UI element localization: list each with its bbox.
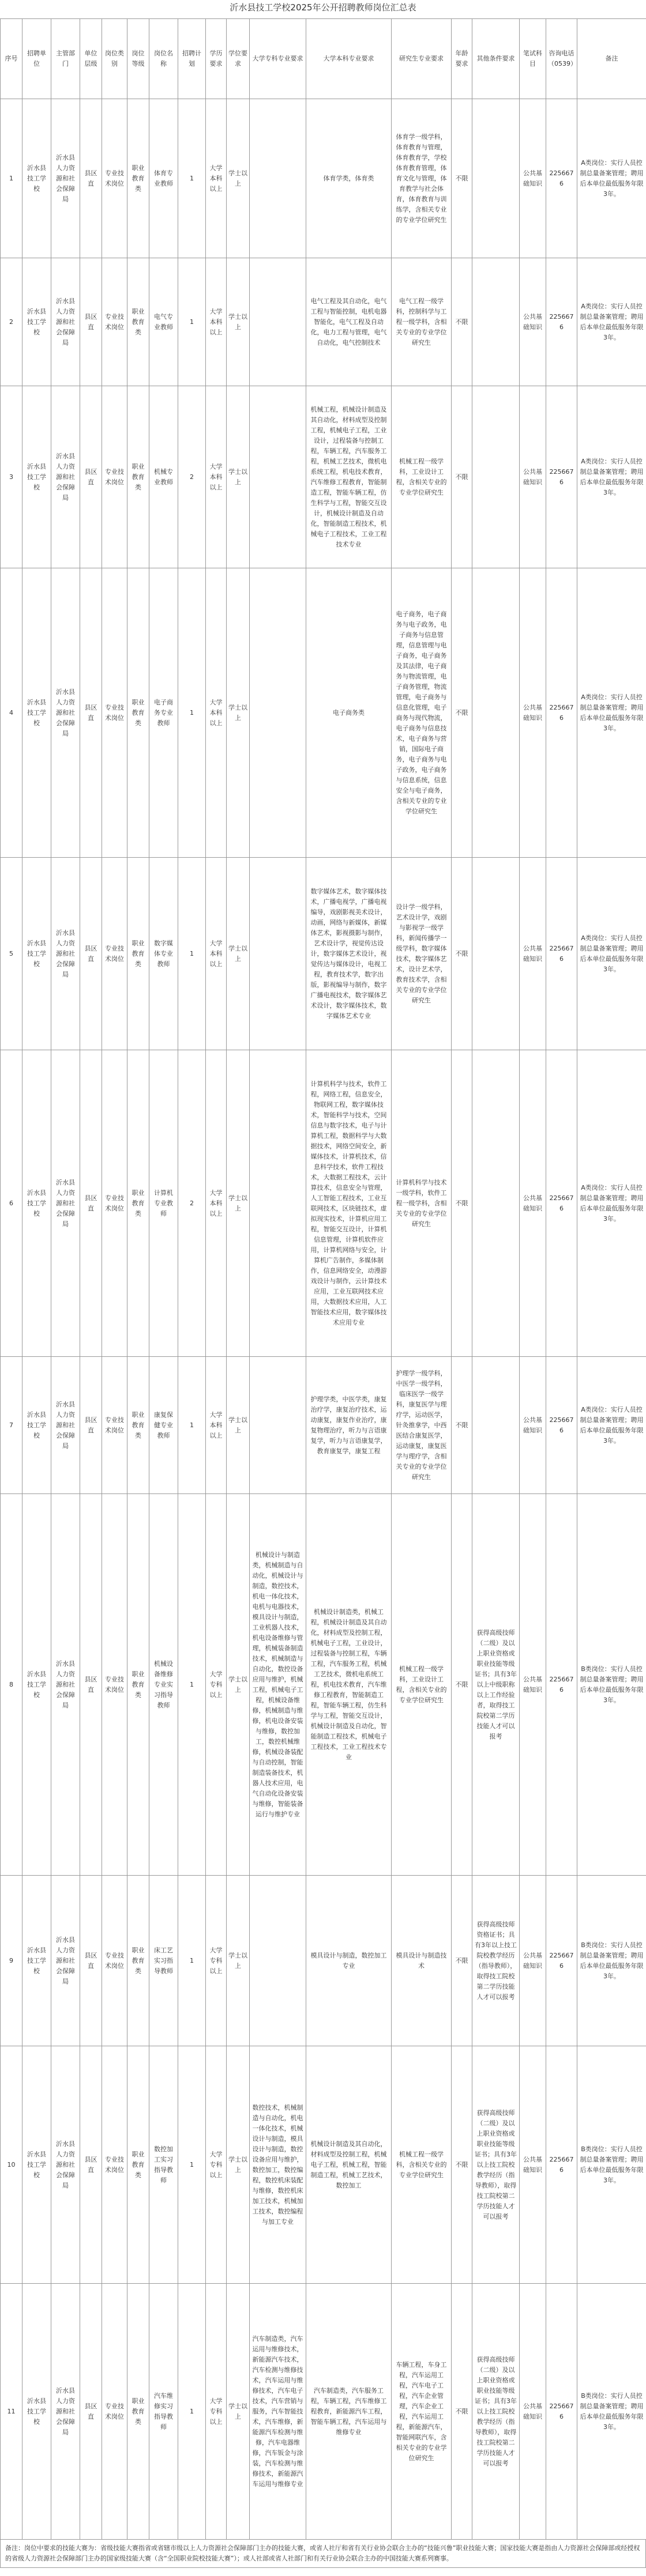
cell-memo: A类岗位：实行人员控制总量备案管理；聘用后本单位最低服务年限3年。: [577, 386, 646, 568]
cell-memo: B类岗位：实行人员控制总量备案管理；聘用后本单位最低服务年限3年。: [577, 1494, 646, 1876]
cell-job: 汽车维修实习指导教师: [149, 2284, 178, 2540]
cell-zk: [250, 386, 306, 568]
cell-memo: B类岗位：实行人员控制总量备案管理；聘用后本单位最低服务年限3年。: [577, 2284, 646, 2540]
cell-dept: 沂水县人力资源和社会保障局: [51, 1876, 80, 2046]
cell-no: 11: [1, 2284, 22, 2540]
cell-age: 不限: [452, 2284, 472, 2540]
cell-zk: [250, 258, 306, 386]
cell-no: 9: [1, 1876, 22, 2046]
header-cell: 学位要求: [227, 19, 250, 99]
cell-zk: [250, 858, 306, 1050]
cell-exam: 公共基础知识: [520, 1050, 546, 1357]
cell-level: 县区直: [80, 568, 102, 858]
cell-bk: 计算机科学与技术，软件工程，网络工程，信息安全，物联网工程，数字媒体技术，智能科学与技术，空间信息与数字技术，电子与计算机工程，数据科学与大数据技术，网络空间安全，新媒体技术，计算机技术，信息科学技术，软件工程技术，大数据工程技术，云计算技术，信息安全与管理，人工智能工程技术，工业互联网技术，区块链技术，虚拟现实技术，计算机应用工程，智能交互设计，计算机信息管理，计算机软件应用，计算机网络与安全，计算机广告制作，多媒体制作，信息网络安全，动漫游戏设计与制作，云计算技术应用，工业互联网技术应用，大数据技术应用，人工智能技术应用，数字媒体技术应用专业: [306, 1050, 392, 1357]
cell-unit: 沂水县技工学校: [22, 1357, 51, 1494]
cell-yjs: 体育学一级学科，体育教育与管理，体育教育学，学校体育教育管理，体育文化与管理，体育教学与社会体育，体育教育与训练学，含相关专业的专业学位研究生: [392, 99, 452, 258]
cell-yjs: 模具设计与制造技术: [392, 1876, 452, 2046]
cell-tel: 2256676: [546, 258, 577, 386]
cell-other: 获得高级技师资格证书；具有3年以上技工院校教学经历（指导教师），取得技工院校第二学历技能人才可以报考: [472, 1876, 520, 2046]
cell-num: 1: [178, 99, 206, 258]
cell-age: 不限: [452, 258, 472, 386]
cell-deg: 学士以上: [227, 1876, 250, 2046]
cell-job: 电子商务专业教师: [149, 568, 178, 858]
cell-level: 县区直: [80, 386, 102, 568]
footnote: 备注：岗位中要求的技能大赛为：省级技能大赛指省或省辖市级以上人力资源社会保障部门主办的技能大赛，或省人社厅和省有关行业协会联合主办的“技能兴鲁”职业技能大赛；国家技能大赛是指由人力资源社会保障部或经授权的省级人力资源社会保障部门主办的国家级技能大赛（含“全国职业院校技能大赛”）；或人社部或省人社部门和有关行业协会联合主办的中国技能大赛系列赛事。: [0, 2540, 646, 2568]
cell-deg: 学士以上: [227, 858, 250, 1050]
cell-other: [472, 568, 520, 858]
cell-tel: 2256676: [546, 568, 577, 858]
cell-age: 不限: [452, 858, 472, 1050]
cell-cat: 专业技术岗位: [102, 386, 127, 568]
cell-num: 1: [178, 1876, 206, 2046]
cell-level: 县区直: [80, 2046, 102, 2284]
cell-job: 康复保健专业教师: [149, 1357, 178, 1494]
cell-yjs: 机械工程一级学科，含相关专业的专业学位研究生: [392, 2046, 452, 2284]
cell-num: 1: [178, 258, 206, 386]
cell-cat: 专业技术岗位: [102, 1494, 127, 1876]
table-row: [1, 386, 646, 568]
cell-cat: 专业技术岗位: [102, 258, 127, 386]
header-cell: 大学专科专业要求: [250, 19, 306, 99]
cell-edu: 大学本科以上: [206, 99, 227, 258]
header-cell: 岗位名称: [149, 19, 178, 99]
cell-level: 县区直: [80, 2284, 102, 2540]
cell-num: 1: [178, 1494, 206, 1876]
cell-no: 1: [1, 99, 22, 258]
cell-cat: 专业技术岗位: [102, 1050, 127, 1357]
cell-post: 职业教育类: [127, 1494, 149, 1876]
cell-deg: 学士以上: [227, 568, 250, 858]
cell-level: 县区直: [80, 1357, 102, 1494]
cell-exam: 公共基础知识: [520, 1494, 546, 1876]
cell-edu: 大学本科以上: [206, 1357, 227, 1494]
cell-job: 机械专业教师: [149, 386, 178, 568]
cell-post: 职业教育类: [127, 386, 149, 568]
cell-tel: 2256676: [546, 1050, 577, 1357]
cell-dept: 沂水县人力资源和社会保障局: [51, 2046, 80, 2284]
cell-zk: [250, 568, 306, 858]
cell-unit: 沂水县技工学校: [22, 258, 51, 386]
cell-no: 10: [1, 2046, 22, 2284]
cell-bk: 机械设计制造及其自动化，材料成型及控制工程，机械电子工程，机械工程，智能制造工程，机械工艺技术，数控加工: [306, 2046, 392, 2284]
cell-edu: 大学本科以上: [206, 1050, 227, 1357]
cell-bk: 机械设计制造类，机械工程，机械设计制造及其自动化，材料成型及控制工程，机械电子工程，工业设计，过程装备与控制工程，车辆工程，汽车服务工程，机械工艺技术，微机电系统工程，机电技术教育，汽车维修工程教育，智能制造工程，智能车辆工程，仿生科学与工程，智能交互设计，机械设计制造及自动化，智能制造工程技术，机械电子工程技术，工业工程技术专业: [306, 1494, 392, 1876]
cell-age: 不限: [452, 1494, 472, 1876]
cell-exam: 公共基础知识: [520, 568, 546, 858]
cell-dept: 沂水县人力资源和社会保障局: [51, 386, 80, 568]
cell-zk: 汽车制造类，汽车运用与维修技术，新能源汽车技术，汽车检测与维修技术，汽车运用与维修技术，汽车电子技术，汽车营销与服务，汽车智能技术，汽车维修，新能源汽车检测与维修，汽车电器维修，汽车钣金与涂装，汽车检测与维修技术，新能源汽车运用与维修专业: [250, 2284, 306, 2540]
cell-deg: 学士以上: [227, 99, 250, 258]
cell-unit: 沂水县技工学校: [22, 2284, 51, 2540]
cell-zk: 机械设计与制造类，机械制造与自动化，机械设计与制造，数控技术，机电一体化技术，电机与电器技术，模具设计与制造，工业机器人技术，机电设备维修与管理，机械装备制造技术，机械制造与自动化，数控设备应用与维护，机械工程，机械电子工程，机械设备维修，机械制造与维修，机电设备安装与维修，数控加工，数控机械维修，机械设备装配与自动控制，智能制造装备技术，机器人技术应用，电气自动化设备安装与维修，智能装备运行与维护专业: [250, 1494, 306, 1876]
header-cell: 招聘单位: [22, 19, 51, 99]
table-body: [1, 99, 646, 2540]
cell-deg: 学士以上: [227, 1050, 250, 1357]
cell-yjs: 电气工程一级学科，控制科学与工程一级学科，含相关专业的专业学位研究生: [392, 258, 452, 386]
table-row: [1, 1876, 646, 2046]
cell-bk: 体育学类，体育类: [306, 99, 392, 258]
header-cell: 招聘计划: [178, 19, 206, 99]
cell-unit: 沂水县技工学校: [22, 386, 51, 568]
cell-num: 1: [178, 858, 206, 1050]
cell-unit: 沂水县技工学校: [22, 2046, 51, 2284]
cell-post: 职业教育类: [127, 1357, 149, 1494]
cell-bk: 护理学类，中医学类，康复治疗学，康复治疗技术，运动康复，康复作业治疗，康复物理治疗，听力与言语康复学，听力与言语康复学，教育康复学，康复工程: [306, 1357, 392, 1494]
cell-tel: 2256676: [546, 1876, 577, 2046]
cell-cat: 专业技术岗位: [102, 2284, 127, 2540]
cell-exam: 公共基础知识: [520, 1357, 546, 1494]
cell-unit: 沂水县技工学校: [22, 858, 51, 1050]
cell-dept: 沂水县人力资源和社会保障局: [51, 2284, 80, 2540]
cell-num: 1: [178, 1357, 206, 1494]
cell-job: 计算机专业教师: [149, 1050, 178, 1357]
cell-memo: B类岗位：实行人员控制总量备案管理；聘用后本单位最低服务年限3年。: [577, 2046, 646, 2284]
cell-job: 电气专业教师: [149, 258, 178, 386]
cell-age: 不限: [452, 99, 472, 258]
cell-deg: 学士以上: [227, 2046, 250, 2284]
cell-post: 职业教育类: [127, 99, 149, 258]
cell-bk: 模具设计与制造，数控加工专业: [306, 1876, 392, 2046]
header-cell: 年龄要求: [452, 19, 472, 99]
cell-yjs: 设计学一级学科，艺术设计学，戏剧与影视学一级学科，新闻传播学一级学科，数字媒体技术，数字媒体艺术，设计艺术学，教育技术学，含相关专业的专业学位研究生: [392, 858, 452, 1050]
cell-tel: 2256676: [546, 386, 577, 568]
cell-memo: B类岗位：实行人员控制总量备案管理；聘用后本单位最低服务年限3年。: [577, 1876, 646, 2046]
cell-level: 县区直: [80, 1050, 102, 1357]
cell-job: 床工艺实习指导教师: [149, 1876, 178, 2046]
cell-edu: 大学本科以上: [206, 858, 227, 1050]
cell-cat: 专业技术岗位: [102, 858, 127, 1050]
cell-unit: 沂水县技工学校: [22, 568, 51, 858]
cell-dept: 沂水县人力资源和社会保障局: [51, 1357, 80, 1494]
cell-dept: 沂水县人力资源和社会保障局: [51, 858, 80, 1050]
cell-tel: 2256676: [546, 2284, 577, 2540]
cell-no: 5: [1, 858, 22, 1050]
cell-memo: A类岗位：实行人员控制总量备案管理；聘用后本单位最低服务年限3年。: [577, 1357, 646, 1494]
cell-deg: 学士以上: [227, 1494, 250, 1876]
cell-no: 3: [1, 386, 22, 568]
cell-other: 获得高级技师（二级）及以上职业资格或职业技能等级证书；具有3年以上技工院校教学经历（指导教师），取得技工院校第二学历技能人才可以报考: [472, 2284, 520, 2540]
cell-memo: A类岗位：实行人员控制总量备案管理；聘用后本单位最低服务年限3年。: [577, 99, 646, 258]
cell-no: 8: [1, 1494, 22, 1876]
header-cell: 研究生专业要求: [392, 19, 452, 99]
cell-other: [472, 258, 520, 386]
cell-yjs: 机械工程一级学科，工业设计工程，含相关专业的专业学位研究生: [392, 1494, 452, 1876]
table-header-row: [1, 19, 646, 99]
cell-dept: 沂水县人力资源和社会保障局: [51, 568, 80, 858]
table-row: [1, 858, 646, 1050]
cell-deg: 学士以上: [227, 386, 250, 568]
header-cell: 笔试科目: [520, 19, 546, 99]
cell-bk: 机械工程，机械设计制造及其自动化，材料成型及控制工程，机械电子工程，工业设计，过程装备与控制工程，车辆工程，汽车服务工程，机械工艺技术，微机电系统工程，机电技术教育，汽车维修工程教育，智能制造工程，智能车辆工程，仿生科学与工程，智能交互设计，机械设计制造及自动化，智能制造工程技术，机械电子工程技术，工业工程技术专业: [306, 386, 392, 568]
cell-edu: 大学本科以上: [206, 258, 227, 386]
header-cell: 主管部门: [51, 19, 80, 99]
cell-age: 不限: [452, 2046, 472, 2284]
cell-level: 县区直: [80, 858, 102, 1050]
cell-deg: 学士以上: [227, 258, 250, 386]
cell-tel: 2256676: [546, 858, 577, 1050]
cell-other: 获得高级技师（二级）及以上职业资格或职业技能等级证书；具有3年以上中级职称以上工作经验者，取得技工院校第二学历技能人才可以报考: [472, 1494, 520, 1876]
table-row: [1, 2284, 646, 2540]
cell-age: 不限: [452, 386, 472, 568]
cell-age: 不限: [452, 568, 472, 858]
cell-dept: 沂水县人力资源和社会保障局: [51, 1494, 80, 1876]
table-row: [1, 1357, 646, 1494]
cell-other: [472, 386, 520, 568]
table-row: [1, 2046, 646, 2284]
header-cell: 序号: [1, 19, 22, 99]
cell-unit: 沂水县技工学校: [22, 1876, 51, 2046]
cell-num: 1: [178, 2284, 206, 2540]
cell-level: 县区直: [80, 1494, 102, 1876]
cell-zk: [250, 1050, 306, 1357]
header-cell: 学历要求: [206, 19, 227, 99]
cell-memo: A类岗位：实行人员控制总量备案管理；聘用后本单位最低服务年限3年。: [577, 1050, 646, 1357]
table-row: [1, 258, 646, 386]
cell-exam: 公共基础知识: [520, 858, 546, 1050]
cell-dept: 沂水县人力资源和社会保障局: [51, 1050, 80, 1357]
cell-job: 数控加工实习指导教师: [149, 2046, 178, 2284]
cell-age: 不限: [452, 1050, 472, 1357]
page-title: 沂水县技工学校2025年公开招聘教师岗位汇总表: [230, 2, 416, 13]
cell-job: 机械设备维修专业实习指导教师: [149, 1494, 178, 1876]
cell-unit: 沂水县技工学校: [22, 1494, 51, 1876]
cell-post: 职业教育类: [127, 858, 149, 1050]
cell-yjs: 机械工程一级学科，工业设计工程，含相关专业的专业学位研究生: [392, 386, 452, 568]
cell-level: 县区直: [80, 258, 102, 386]
cell-post: 职业教育类: [127, 1050, 149, 1357]
cell-post: 职业教育类: [127, 568, 149, 858]
cell-unit: 沂水县技工学校: [22, 1050, 51, 1357]
cell-bk: 电子商务类: [306, 568, 392, 858]
cell-no: 4: [1, 568, 22, 858]
cell-age: 不限: [452, 1357, 472, 1494]
header-cell: 岗位等级: [127, 19, 149, 99]
table-row: [1, 1050, 646, 1357]
cell-num: 1: [178, 568, 206, 858]
header-cell: 大学本科专业要求: [306, 19, 392, 99]
cell-no: 7: [1, 1357, 22, 1494]
table-row: [1, 1494, 646, 1876]
cell-post: 职业教育类: [127, 2046, 149, 2284]
cell-other: 获得高级技师（二级）及以上职业资格或职业技能等级证书；具有3年以上技工院校教学经历（指导教师），取得技工院校第二学历技能人才可以报考: [472, 2046, 520, 2284]
cell-dept: 沂水县人力资源和社会保障局: [51, 99, 80, 258]
header-cell: 岗位类别: [102, 19, 127, 99]
cell-no: 2: [1, 258, 22, 386]
cell-deg: 学士以上: [227, 1357, 250, 1494]
cell-edu: 大学专科以上: [206, 1876, 227, 2046]
cell-other: [472, 1357, 520, 1494]
cell-tel: 2256676: [546, 2046, 577, 2284]
cell-bk: 数字媒体艺术，数字媒体技术，广播电视学，广播电视编导，戏剧影视美术设计，动画，网络与新媒体，新媒体艺术，影视摄影与制作，艺术设计学，视觉传达设计，数字媒体艺术设计，视觉传达与媒体设计，电视工程，教育技术学，数字出版，影视编导与制作，数字广播电视技术，数字媒体艺术设计，数字媒体技术，数字媒体艺术专业: [306, 858, 392, 1050]
cell-exam: 公共基础知识: [520, 2046, 546, 2284]
cell-num: 1: [178, 2046, 206, 2284]
header-cell: 备注: [577, 19, 646, 99]
cell-job: 数字媒体专业教师: [149, 858, 178, 1050]
cell-edu: 大学本科以上: [206, 568, 227, 858]
cell-exam: 公共基础知识: [520, 2284, 546, 2540]
recruitment-table: [0, 18, 646, 2540]
cell-num: 2: [178, 1050, 206, 1357]
cell-yjs: 电子商务，电子商务与电子政务，电子商务与信息管理，信息管理与电子商务，电子商务及其法律，电子商务与物流管理，电子商务管理，物流管理，电子商务与信息化管理，电子商务与现代物流，电子商务与信息技术，电子商务与营销，国际电子商务，电子商务与电子政务，电子商务与信息系统，信息安全与电子商务，含相关专业的专业学位研究生: [392, 568, 452, 858]
cell-other: [472, 99, 520, 258]
cell-edu: 大学专科以上: [206, 1494, 227, 1876]
cell-unit: 沂水县技工学校: [22, 99, 51, 258]
cell-level: 县区直: [80, 99, 102, 258]
cell-deg: 学士以上: [227, 2284, 250, 2540]
table-row: [1, 99, 646, 258]
cell-edu: 大学专科以上: [206, 2046, 227, 2284]
cell-memo: A类岗位：实行人员控制总量备案管理；聘用后本单位最低服务年限3年。: [577, 258, 646, 386]
cell-memo: A类岗位：实行人员控制总量备案管理；聘用后本单位最低服务年限3年。: [577, 858, 646, 1050]
cell-cat: 专业技术岗位: [102, 1876, 127, 2046]
cell-other: [472, 858, 520, 1050]
cell-job: 体育专业教师: [149, 99, 178, 258]
cell-exam: 公共基础知识: [520, 386, 546, 568]
cell-zk: [250, 99, 306, 258]
cell-no: 6: [1, 1050, 22, 1357]
cell-cat: 专业技术岗位: [102, 568, 127, 858]
cell-num: 2: [178, 386, 206, 568]
cell-tel: 2256676: [546, 1357, 577, 1494]
cell-tel: 2256676: [546, 1494, 577, 1876]
cell-yjs: 计算机科学与技术一级学科，软件工程一级学科，含相关专业的专业学位研究生: [392, 1050, 452, 1357]
cell-zk: 数控技术，机械制造与自动化，机电一体化技术，机械设计与制造，模具设计与制造，数控设备应用与维护，数控加工，数控编程，数控机床装配与维修，数控机床加工技术，机械加工技术，数控编程与加工专业: [250, 2046, 306, 2284]
cell-yjs: 护理学一级学科，中医学一级学科，临床医学一级学科，康复医学与理疗学，运动医学，针灸推拿学，中西医结合康复医学，运动康复，康复医学与理疗学，含相关专业的专业学位研究生: [392, 1357, 452, 1494]
cell-exam: 公共基础知识: [520, 1876, 546, 2046]
cell-post: 职业教育类: [127, 258, 149, 386]
cell-level: 县区直: [80, 1876, 102, 2046]
cell-exam: 公共基础知识: [520, 99, 546, 258]
cell-exam: 公共基础知识: [520, 258, 546, 386]
cell-edu: 大学本科以上: [206, 386, 227, 568]
cell-cat: 专业技术岗位: [102, 1357, 127, 1494]
header-cell: 其他条件要求: [472, 19, 520, 99]
cell-zk: [250, 1876, 306, 2046]
cell-edu: 大学专科以上: [206, 2284, 227, 2540]
cell-dept: 沂水县人力资源和社会保障局: [51, 258, 80, 386]
header-cell: 咨询电话（0539）: [546, 19, 577, 99]
cell-memo: A类岗位：实行人员控制总量备案管理；聘用后本单位最低服务年限3年。: [577, 568, 646, 858]
cell-other: [472, 1050, 520, 1357]
cell-post: 职业教育类: [127, 1876, 149, 2046]
cell-age: 不限: [452, 1876, 472, 2046]
cell-cat: 专业技术岗位: [102, 99, 127, 258]
cell-yjs: 车辆工程，车身工程，汽车运用工程，汽车电子工程，汽车企业管理，汽车企业工程，汽车运用工程，新能源汽车，智能网联汽车，含相关专业的专业学位研究生: [392, 2284, 452, 2540]
cell-cat: 专业技术岗位: [102, 2046, 127, 2284]
cell-post: 职业教育类: [127, 2284, 149, 2540]
cell-bk: 汽车制造类，汽车服务工程，车辆工程，汽车维修工程教育，新能源汽车工程，智能车辆工程，汽车运用与维修专业: [306, 2284, 392, 2540]
cell-tel: 2256676: [546, 99, 577, 258]
header-cell: 单位层级: [80, 19, 102, 99]
cell-bk: 电气工程及其自动化，电气工程与智能控制，电机电器智能化，电气工程及自动化，电力工程与管理，电气自动化，电气控制技术: [306, 258, 392, 386]
table-row: [1, 568, 646, 858]
cell-zk: [250, 1357, 306, 1494]
